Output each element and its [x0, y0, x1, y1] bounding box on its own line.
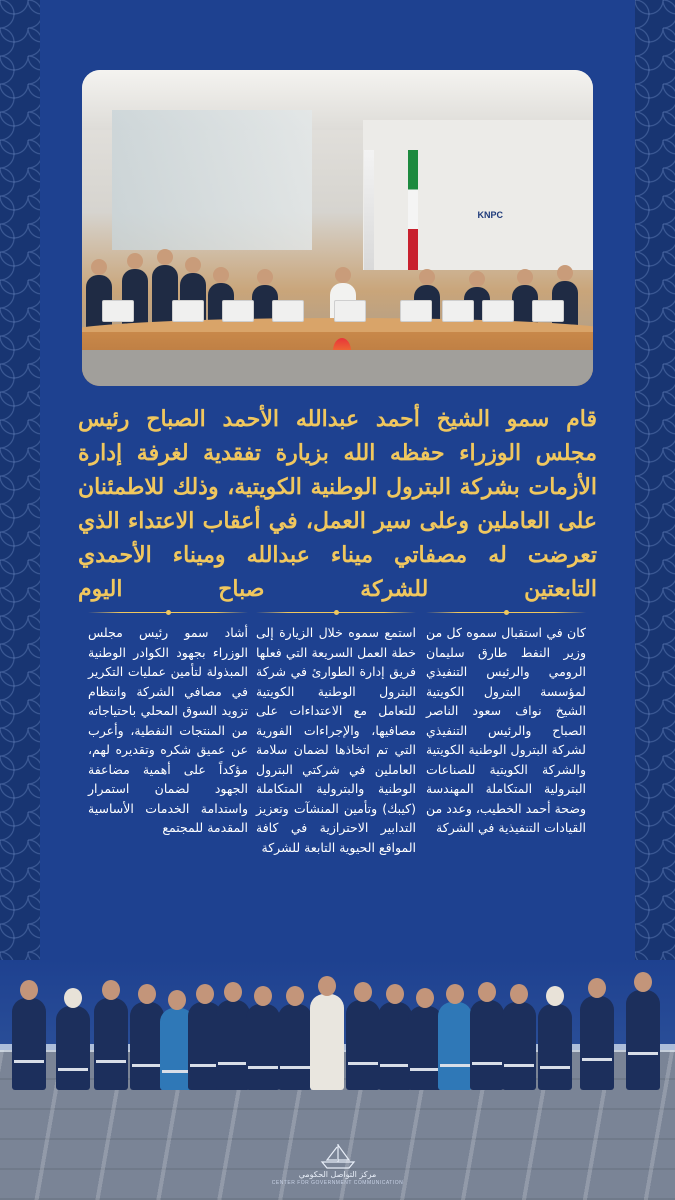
laptop: [482, 300, 514, 322]
worker: [470, 1000, 504, 1090]
worker: [502, 1002, 536, 1090]
laptop: [532, 300, 564, 322]
worker: [626, 990, 660, 1090]
laptop: [400, 300, 432, 322]
text-column-3: [88, 612, 248, 838]
column-divider: [426, 612, 586, 613]
column-paragraph: كان في استقبال سموه كل من وزير النفط طارق سليمان الرومي والرئيس التنفيذي لمؤسسة البترول الكويتية الشيخ نواف سعود الناصر الصباح والرئيس التنفيذي لشركة البترول الوطنية الكويتية والشركة الكويتية للصناعات البترولية المتكاملة المهندسة وضحة أحمد الخطيب، وعدد من القيادات التنفيذية في الشركة: [426, 625, 586, 835]
laptop: [222, 300, 254, 322]
worker: [56, 1006, 90, 1090]
headline: قام سمو الشيخ أحمد عبدالله الأحمد الصباح رئيس مجلس الوزراء حفظه الله بزيارة تفقدية لغرفة إدارة الأزمات بشركة البترول الوطنية الكويتية، وذلك للاطمئنان على العاملين وعلى سير العمل، في أعقاب الاعتداء الذي تعرضت له مصفاتي ميناء عبدالله وميناء الأحمدي التابعتين للشركة صباح اليوم: [78, 406, 597, 602]
photo-floor: [82, 350, 593, 386]
worker: [94, 998, 128, 1090]
column-paragraph: استمع سموه خلال الزيارة إلى خطة العمل السريعة التي فعلها فريق إدارة الطوارئ في شركة البترول الوطنية الكويتية للتعامل مع الاعتداءات على مصافيها، والإجراءات الفورية التي تم اتخاذها لضمان سلامة العاملين في شركتي البترول الوطنية والبترولية المتكاملة (كيبك) وتأمين المنشآت وتعزيز التدابير الاحترازية في كافة المواقع الحيوية التابعة للشركة: [256, 625, 416, 855]
worker: [438, 1002, 472, 1090]
org-name-arabic: مركز التواصل الحكومي: [298, 1170, 377, 1179]
photo-wall-sign: KNPC: [477, 210, 503, 220]
meeting-photo: [82, 70, 593, 386]
worker: [346, 1000, 380, 1090]
laptop: [102, 300, 134, 322]
worker: [408, 1006, 442, 1090]
worker: [538, 1004, 572, 1090]
laptop: [172, 300, 204, 322]
boat-sail-icon: [318, 1142, 358, 1170]
worker: [378, 1002, 412, 1090]
laptop: [442, 300, 474, 322]
footer-logo: [0, 1142, 675, 1186]
text-column-2: [256, 612, 416, 857]
worker: [246, 1004, 280, 1090]
worker: [580, 996, 614, 1090]
laptop: [272, 300, 304, 322]
org-name-english: CENTER FOR GOVERNMENT COMMUNICATION: [271, 1180, 404, 1186]
column-divider: [256, 612, 416, 613]
worker: [216, 1000, 250, 1090]
photo-glass-wall: [112, 110, 312, 250]
column-paragraph: أشاد سمو رئيس مجلس الوزراء بجهود الكوادر الوطنية المبذولة لتأمين عمليات التكرير في مصافي الشركة وانتظام تزويد السوق المحلي باحتياجاته من المنتجات النفطية، وأعرب عن عميق شكره وتقديره لهم، مؤكداً على أهمية مضاعفة الجهود لضمان استمرار واستدامة الخدمات الأساسية المقدمة للمجتمع: [88, 625, 248, 835]
worker: [130, 1002, 164, 1090]
worker: [12, 998, 46, 1090]
official: [310, 994, 344, 1090]
group-photo: [0, 960, 675, 1200]
text-column-1: [426, 612, 586, 838]
column-divider: [88, 612, 248, 613]
group-people: [0, 960, 675, 1090]
laptop: [334, 300, 366, 322]
worker: [278, 1004, 312, 1090]
